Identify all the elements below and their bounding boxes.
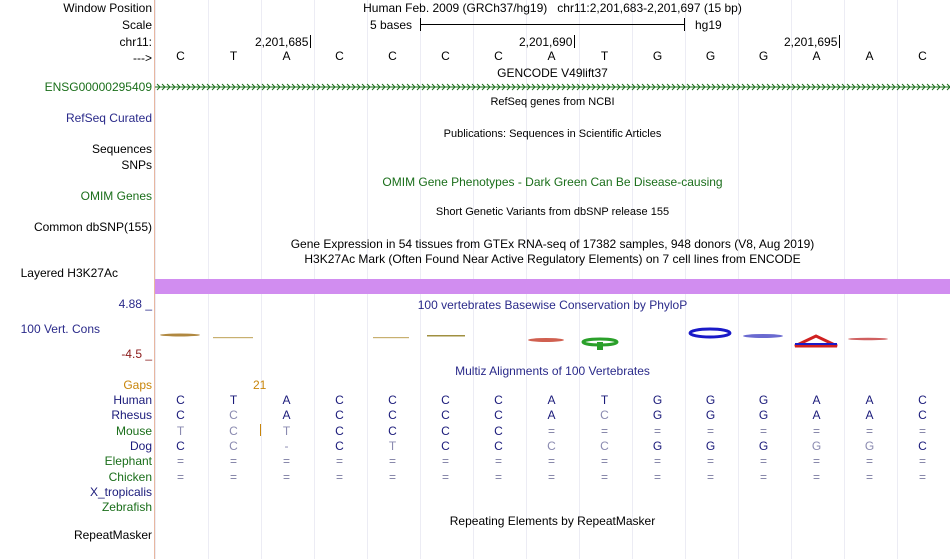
alignment-base: G — [652, 439, 663, 453]
alignment-base: C — [176, 393, 185, 407]
publications-track-title: Publications: Sequences in Scientific Articles — [443, 128, 662, 140]
alignment-base: C — [547, 439, 556, 453]
alignment-base: G — [705, 393, 716, 407]
base-letter: G — [652, 49, 663, 63]
phylop-min-label: -4.5 _ — [121, 347, 152, 361]
alignment-base: C — [229, 424, 238, 438]
alignment-base: = — [812, 454, 820, 468]
repeatmasker-track-title: Repeating Elements by RepeatMasker — [449, 514, 656, 528]
species-label-dog[interactable]: Dog — [129, 439, 152, 453]
alignment-base: A — [282, 393, 291, 407]
alignment-base: A — [547, 408, 556, 422]
alignment-base: = — [282, 454, 290, 468]
alignment-base: = — [600, 424, 608, 438]
alignment-base: = — [600, 470, 608, 484]
alignment-base: = — [706, 470, 714, 484]
dbsnp-track-label[interactable]: Common dbSNP(155) — [33, 220, 152, 234]
alignment-base: = — [494, 470, 502, 484]
alignment-base: A — [865, 393, 874, 407]
dbsnp-track-title: Short Genetic Variants from dbSNP release 155 — [435, 206, 670, 218]
alignment-base: = — [229, 470, 237, 484]
h3k27ac-track-label[interactable]: Layered H3K27Ac — [20, 266, 118, 280]
species-label-chicken[interactable]: Chicken — [108, 470, 152, 484]
alignment-base: C — [600, 439, 609, 453]
alignment-base: = — [918, 454, 926, 468]
alignment-base: = — [918, 424, 926, 438]
sequences-track-label[interactable]: Sequences — [91, 142, 152, 156]
alignment-base: C — [918, 393, 927, 407]
base-letter: C — [441, 49, 450, 63]
alignment-base: C — [441, 408, 450, 422]
alignment-base: = — [865, 470, 873, 484]
db-name: hg19 — [695, 18, 722, 32]
alignment-base: = — [441, 470, 449, 484]
scale-text: 5 bases — [370, 18, 413, 32]
alignment-base: C — [494, 439, 503, 453]
gencode-track-label[interactable]: ENSG00000295409 — [44, 80, 152, 94]
multiz-track-title: Multiz Alignments of 100 Vertebrates — [455, 364, 650, 378]
alignment-base: = — [653, 454, 661, 468]
alignment-base: G — [705, 439, 716, 453]
alignment-base: = — [759, 470, 767, 484]
alignment-base: = — [706, 454, 714, 468]
alignment-base: = — [388, 470, 396, 484]
alignment-base: C — [388, 424, 397, 438]
alignment-base: = — [918, 470, 926, 484]
alignment-base: G — [652, 408, 663, 422]
alignment-base: G — [705, 408, 716, 422]
alignment-base: = — [600, 454, 608, 468]
alignment-base: A — [282, 408, 291, 422]
species-label-zebrafish[interactable]: Zebrafish — [101, 500, 152, 514]
phylop-max-label: 4.88 _ — [118, 297, 152, 311]
alignment-base: T — [229, 393, 238, 407]
alignment-base: C — [494, 408, 503, 422]
gaps-value: 21 — [253, 378, 267, 392]
alignment-base: = — [388, 454, 396, 468]
alignment-base: = — [547, 424, 555, 438]
alignment-base: C — [441, 424, 450, 438]
alignment-base: A — [812, 408, 821, 422]
alignment-base: T — [282, 424, 291, 438]
alignment-base: C — [176, 408, 185, 422]
alignment-base: T — [388, 439, 397, 453]
base-letter: C — [494, 49, 503, 63]
alignment-base: = — [759, 454, 767, 468]
base-letter: A — [812, 49, 821, 63]
alignment-base: = — [547, 454, 555, 468]
base-letter: T — [600, 49, 609, 63]
base-letter: C — [388, 49, 397, 63]
alignment-base: C — [229, 408, 238, 422]
refseq-track-title: RefSeq genes from NCBI — [490, 96, 615, 108]
track-labels — [0, 0, 154, 559]
alignment-base: = — [229, 454, 237, 468]
alignment-base: C — [600, 408, 609, 422]
alignment-base: C — [388, 393, 397, 407]
base-letter: C — [335, 49, 344, 63]
alignment-base: = — [812, 424, 820, 438]
coordinate-label: 2,201,690 — [519, 35, 573, 49]
refseq-track-label[interactable]: RefSeq Curated — [65, 111, 152, 125]
scale-label: Scale — [121, 18, 152, 32]
coordinate-label: 2,201,685 — [255, 35, 309, 49]
alignment-base: = — [335, 470, 343, 484]
species-label-elephant[interactable]: Elephant — [104, 454, 152, 468]
alignment-base: C — [441, 393, 450, 407]
alignment-base: = — [759, 424, 767, 438]
alignment-base: = — [282, 470, 290, 484]
alignment-base: = — [865, 424, 873, 438]
alignment-base: G — [758, 408, 769, 422]
species-label-rhesus[interactable]: Rhesus — [111, 408, 152, 422]
strand-arrow-label: ---> — [133, 51, 152, 65]
alignment-base: = — [335, 454, 343, 468]
alignment-base: - — [284, 439, 289, 453]
alignment-base: G — [811, 439, 822, 453]
alignment-base: C — [335, 439, 344, 453]
species-label-x_tropicalis[interactable]: X_tropicalis — [89, 485, 152, 499]
alignment-base: A — [812, 393, 821, 407]
snps-track-label[interactable]: SNPs — [121, 158, 152, 172]
omim-track-label[interactable]: OMIM Genes — [80, 189, 152, 203]
alignment-base: = — [706, 424, 714, 438]
base-letter: G — [758, 49, 769, 63]
alignment-base: = — [812, 470, 820, 484]
alignment-base: = — [176, 470, 184, 484]
repeatmasker-track-label[interactable]: RepeatMasker — [73, 528, 152, 542]
chrom-label: chr11: — [119, 35, 152, 49]
phylop-track-title: 100 vertebrates Basewise Conservation by PhyloP — [417, 298, 688, 312]
gtex-track-title: Gene Expression in 54 tissues from GTEx RNA-seq of 17382 samples, 948 donors (V8, Aug 2019) — [290, 237, 815, 251]
alignment-base: G — [864, 439, 875, 453]
alignment-base: T — [600, 393, 609, 407]
multiz-alignment[interactable] — [155, 0, 950, 559]
alignment-base: C — [335, 393, 344, 407]
gaps-label: Gaps — [123, 378, 152, 392]
species-label-mouse[interactable]: Mouse — [115, 424, 152, 438]
alignment-base: = — [653, 470, 661, 484]
species-label-human[interactable]: Human — [113, 393, 152, 407]
alignment-base: = — [653, 424, 661, 438]
alignment-base: = — [494, 454, 502, 468]
coordinate-label: 2,201,695 — [784, 35, 838, 49]
alignment-base: C — [494, 393, 503, 407]
base-letter: A — [282, 49, 291, 63]
base-letter: T — [229, 49, 238, 63]
alignment-base: T — [176, 424, 185, 438]
alignment-base: = — [865, 454, 873, 468]
base-letter: A — [865, 49, 874, 63]
position-readout: chr11:2,201,683-2,201,697 (15 bp) — [557, 1, 742, 15]
base-letter: A — [547, 49, 556, 63]
alignment-base: C — [918, 408, 927, 422]
alignment-base: C — [229, 439, 238, 453]
base-letter: C — [176, 49, 185, 63]
base-letter: C — [918, 49, 927, 63]
alignment-base: C — [335, 408, 344, 422]
alignment-base: G — [758, 393, 769, 407]
alignment-base: = — [441, 454, 449, 468]
omim-track-title: OMIM Gene Phenotypes - Dark Green Can Be Disease-causing — [382, 175, 723, 189]
gap-marker — [260, 424, 261, 436]
alignment-base: C — [176, 439, 185, 453]
alignment-base: G — [652, 393, 663, 407]
alignment-base: A — [547, 393, 556, 407]
alignment-base: C — [918, 439, 927, 453]
h3k27ac-track-title: H3K27Ac Mark (Often Found Near Active Regulatory Elements) on 7 cell lines from ENCODE — [304, 252, 801, 266]
window-position-label: Window Position — [63, 1, 152, 15]
browser-image[interactable] — [155, 0, 950, 559]
base-letter: G — [705, 49, 716, 63]
alignment-base: = — [547, 470, 555, 484]
alignment-base: C — [441, 439, 450, 453]
conservation-track-label[interactable]: 100 Vert. Cons — [20, 322, 100, 336]
alignment-base: A — [865, 408, 874, 422]
alignment-base: = — [176, 454, 184, 468]
alignment-base: C — [388, 408, 397, 422]
alignment-base: G — [758, 439, 769, 453]
alignment-base: C — [335, 424, 344, 438]
assembly-name: Human Feb. 2009 (GRCh37/hg19) — [363, 1, 548, 15]
gencode-track-title: GENCODE V49lift37 — [497, 66, 608, 80]
alignment-base: C — [494, 424, 503, 438]
